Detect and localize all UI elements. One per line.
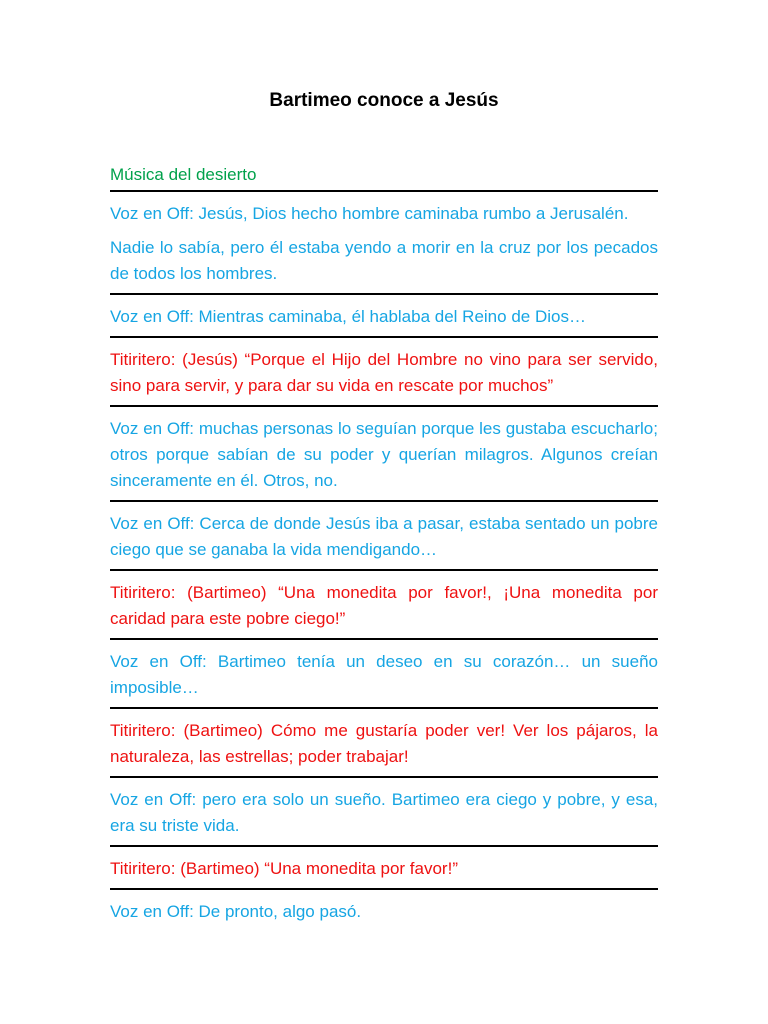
script-block-9	[110, 776, 658, 845]
script-block-8	[110, 707, 658, 776]
script-lines	[110, 190, 658, 925]
script-block-11	[110, 888, 658, 925]
script-block-5	[110, 500, 658, 569]
scene-direction: Música del desierto	[110, 165, 257, 184]
puppeteer-line: Titiritero: (Jesús) “Porque el Hijo del Hombre no vino para ser servido, sino para servir, y para dar su vida en rescate por muchos”	[110, 350, 658, 395]
script-block-1	[110, 190, 658, 293]
narrator-line: Voz en Off: Bartimeo tenía un deseo en su corazón… un sueño imposible…	[110, 652, 658, 697]
narrator-line: Voz en Off: Cerca de donde Jesús iba a pasar, estaba sentado un pobre ciego que se ganaba la vida mendigando…	[110, 514, 658, 559]
script-block-6	[110, 569, 658, 638]
script-block-3	[110, 336, 658, 405]
document-title: Bartimeo conoce a Jesús	[269, 90, 499, 111]
narrator-line: Voz en Off: pero era solo un sueño. Bartimeo era ciego y pobre, y esa, era su triste vida.	[110, 790, 658, 835]
script-block-4	[110, 405, 658, 500]
script-block-7	[110, 638, 658, 707]
narrator-line: Nadie lo sabía, pero él estaba yendo a morir en la cruz por los pecados de todos los hombres.	[110, 238, 658, 283]
narrator-line: Voz en Off: De pronto, algo pasó.	[110, 902, 362, 921]
script-block-10	[110, 845, 658, 888]
narrator-line: Voz en Off: Mientras caminaba, él hablaba del Reino de Dios…	[110, 307, 586, 326]
narrator-line: Voz en Off: Jesús, Dios hecho hombre caminaba rumbo a Jerusalén.	[110, 204, 629, 223]
narrator-line: Voz en Off: muchas personas lo seguían porque les gustaba escucharlo; otros porque sabían de su poder y querían milagros. Algunos creían sinceramente en él. Otros, no.	[110, 419, 658, 490]
puppeteer-line: Titiritero: (Bartimeo) “Una monedita por favor!”	[110, 859, 458, 878]
script-block-2	[110, 293, 658, 336]
puppeteer-line: Titiritero: (Bartimeo) “Una monedita por favor!, ¡Una monedita por caridad para este pobre ciego!”	[110, 583, 658, 628]
puppeteer-line: Titiritero: (Bartimeo) Cómo me gustaría poder ver! Ver los pájaros, la naturaleza, las estrellas; poder trabajar!	[110, 721, 658, 766]
